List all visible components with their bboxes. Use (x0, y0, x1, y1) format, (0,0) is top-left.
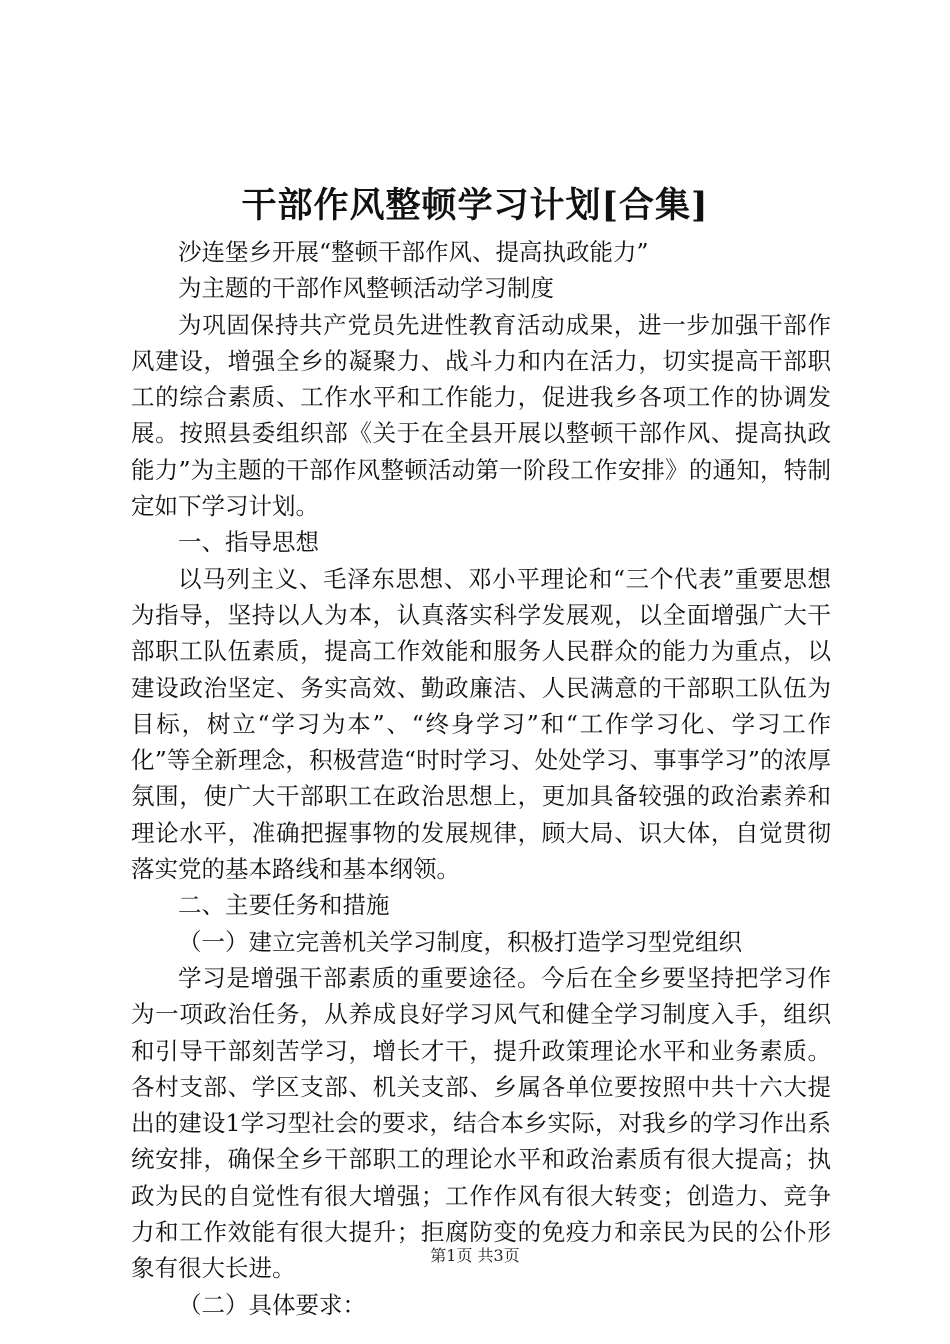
subsection-heading-study-system: （一）建立完善机关学习制度，积极打造学习型党组织 (178, 927, 742, 956)
document-body (131, 234, 831, 1323)
subsection-heading-requirements: （二）具体要求： (178, 1290, 366, 1319)
subtitle-line-1: 沙连堡乡开展“整顿干部作风、提高执政能力” (178, 238, 649, 266)
study-system-paragraph: 学习是增强干部素质的重要途径。今后在全乡要坚持把学习作为一项政治任务，从养成良好学习风气和健全学习制度入手，组织和引导干部刻苦学习，增长才干，提升政策理论水平和业务素质。各村支部、学区支部、机关支部、乡属各单位要按照中共十六大提出的建设1学习型社会的要求，结合本乡实际，对我乡的学习作出系统安排，确保全乡干部职工的理论水平和政治素质有很大提高；执政为民的自觉性有很大增强；工作作风有很大转变；创造力、竞争力和工作效能有很大提升；拒腐防变的免疫力和亲民为民的公仆形象有很大长进。 (131, 963, 831, 1283)
subtitle-line-2: 为主题的干部作风整顿活动学习制度 (178, 274, 554, 303)
guiding-ideology-paragraph: 以马列主义、毛泽东思想、邓小平理论和“三个代表”重要思想为指导，坚持以人为本，认真落实科学发展观，以全面增强广大干部职工队伍素质，提高工作效能和服务人民群众的能力为重点，以建设政治坚定、务实高效、勤政廉洁、人民满意的干部职工队伍为目标，树立“学习为本”、“终身学习”和“工作学习化、学习工作化”等全新理念，积极营造“时时学习、处处学习、事事学习”的浓厚氛围，使广大干部职工在政治思想上，更加具备较强的政治素养和理论水平，准确把握事物的发展规律，顾大局、识大体，自觉贯彻落实党的基本路线和基本纲领。 (131, 564, 831, 884)
page-footer: 第1页 共3页 (430, 1246, 520, 1265)
section-heading-guiding-ideology: 一、指导思想 (178, 528, 319, 557)
document-title: 干部作风整顿学习计划[合集] (241, 185, 709, 226)
section-heading-main-tasks: 二、主要任务和措施 (178, 891, 390, 920)
intro-paragraph: 为巩固保持共产党员先进性教育活动成果，进一步加强干部作风建设，增强全乡的凝聚力、战斗力和内在活力，切实提高干部职工的综合素质、工作水平和工作能力，促进我乡各项工作的协调发展。按照县委组织部《关于在全县开展以整顿干部作风、提高执政能力”为主题的干部作风整顿活动第一阶段工作安排》的通知，特制定如下学习计划。 (131, 310, 831, 521)
